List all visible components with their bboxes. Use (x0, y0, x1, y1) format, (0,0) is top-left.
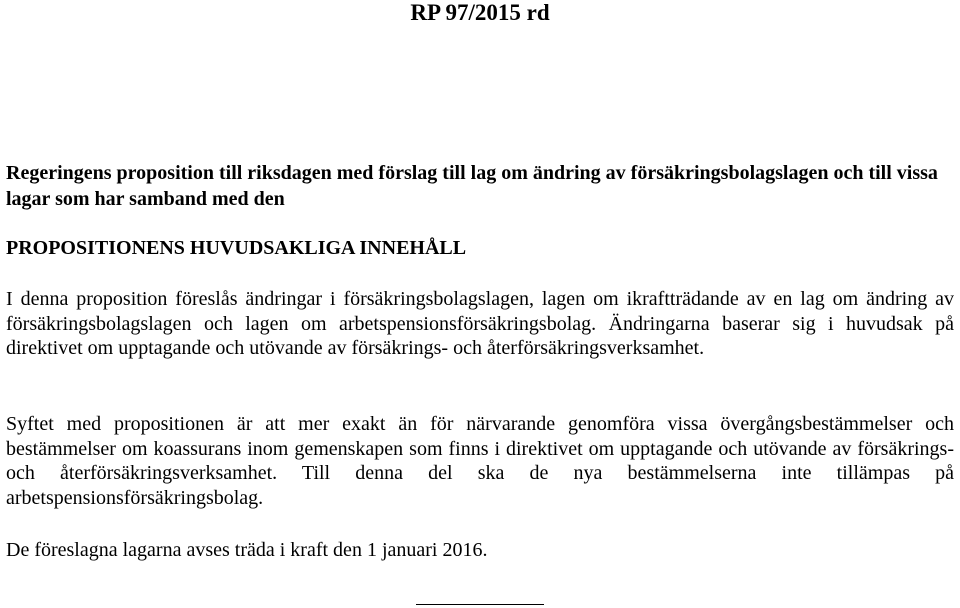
paragraph-purpose: Syftet med propositionen är att mer exakt än för närvarande genomföra vissa övergångsbestämmelser och bestämmelser om koassurans inom gemenskapen som finns i direktivet om upptagande och utövande av försäkrings- och återförsäkringsverksamhet. Till denna del ska de nya bestämmelserna inte tillämpas på arbetspensionsförsäkringsbolag. (6, 413, 954, 509)
section-heading: PROPOSITIONENS HUVUDSAKLIGA INNEHÅLL (6, 237, 467, 259)
proposition-title: Regeringens proposition till riksdagen med förslag till lag om ändring av försäkringsbolagslagen och till vissa lagar som har samband med den (6, 162, 938, 210)
paragraph-summary: I denna proposition föreslås ändringar i försäkringsbolagslagen, lagen om ikraftträdande av en lag om ändring av försäkringsbolagslagen och lagen om arbetspensionsförsäkringsbolag. Ändringarna baserar sig i huvudsak på direktivet om upptagande och utövande av försäkrings- och återförsäkringsverksamhet. (6, 288, 954, 359)
document-id: RP 97/2015 rd (410, 0, 550, 25)
paragraph-entry-into-force: De föreslagna lagarna avses träda i kraft den 1 januari 2016. (6, 539, 488, 561)
closing-rule (416, 604, 544, 605)
